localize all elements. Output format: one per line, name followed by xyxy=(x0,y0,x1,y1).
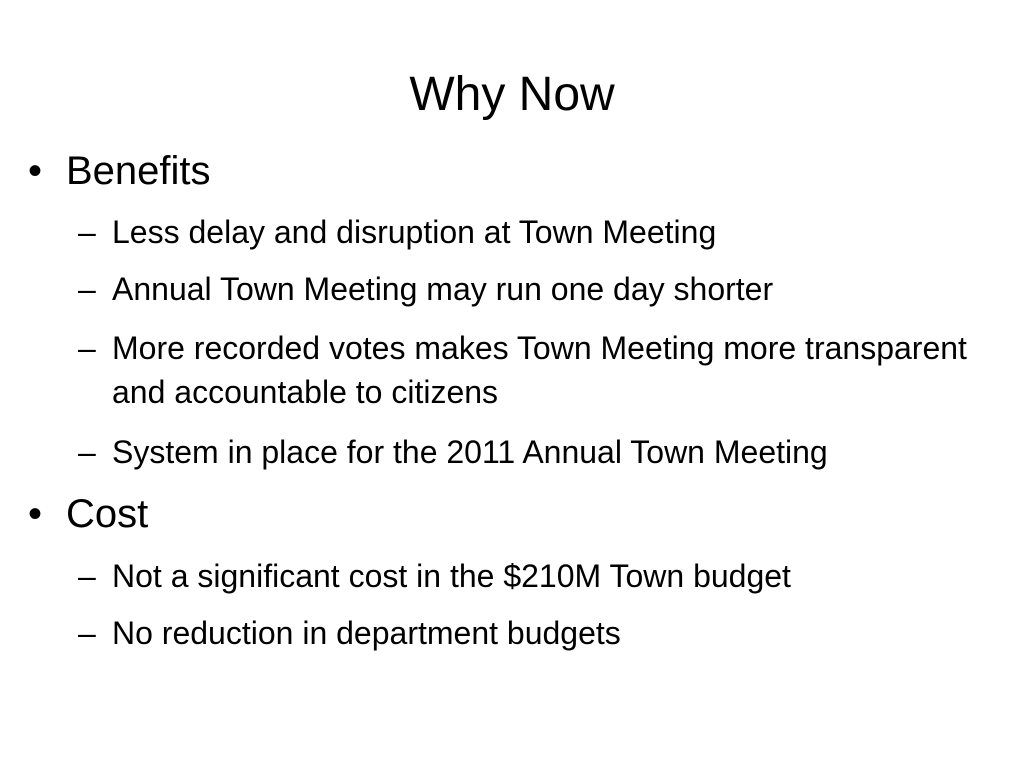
sub-bullet xyxy=(78,611,1008,655)
sub-bullet-text: No reduction in department budgets xyxy=(112,615,621,651)
sub-bullet xyxy=(78,326,978,414)
sub-bullet-text: Annual Town Meeting may run one day shorter xyxy=(112,271,774,307)
dash-icon: – xyxy=(78,214,96,250)
sub-bullet-text: More recorded votes makes Town Meeting more transparent and accountable to citizens xyxy=(112,330,967,410)
sub-bullet-text: Less delay and disruption at Town Meeting xyxy=(112,214,717,250)
bullet-dot-icon: • xyxy=(28,149,43,193)
bullet-benefits xyxy=(28,148,211,194)
sub-bullet xyxy=(78,430,1018,474)
dash-icon: – xyxy=(78,615,96,651)
bullet-dot-icon: • xyxy=(28,492,43,536)
bullet-heading: Benefits xyxy=(66,149,211,193)
dash-icon: – xyxy=(78,330,96,366)
sub-bullet-text: System in place for the 2011 Annual Town Meeting xyxy=(112,434,828,470)
sub-bullet xyxy=(78,554,1008,598)
dash-icon: – xyxy=(78,434,96,470)
bullet-heading: Cost xyxy=(66,492,149,536)
bullet-cost xyxy=(28,491,148,537)
sub-bullet-text: Not a significant cost in the $210M Town budget xyxy=(112,558,791,594)
slide-title: Why Now xyxy=(409,68,615,121)
sub-bullet xyxy=(78,267,1008,311)
dash-icon: – xyxy=(78,558,96,594)
sub-bullet xyxy=(78,210,1008,254)
dash-icon: – xyxy=(78,271,96,307)
